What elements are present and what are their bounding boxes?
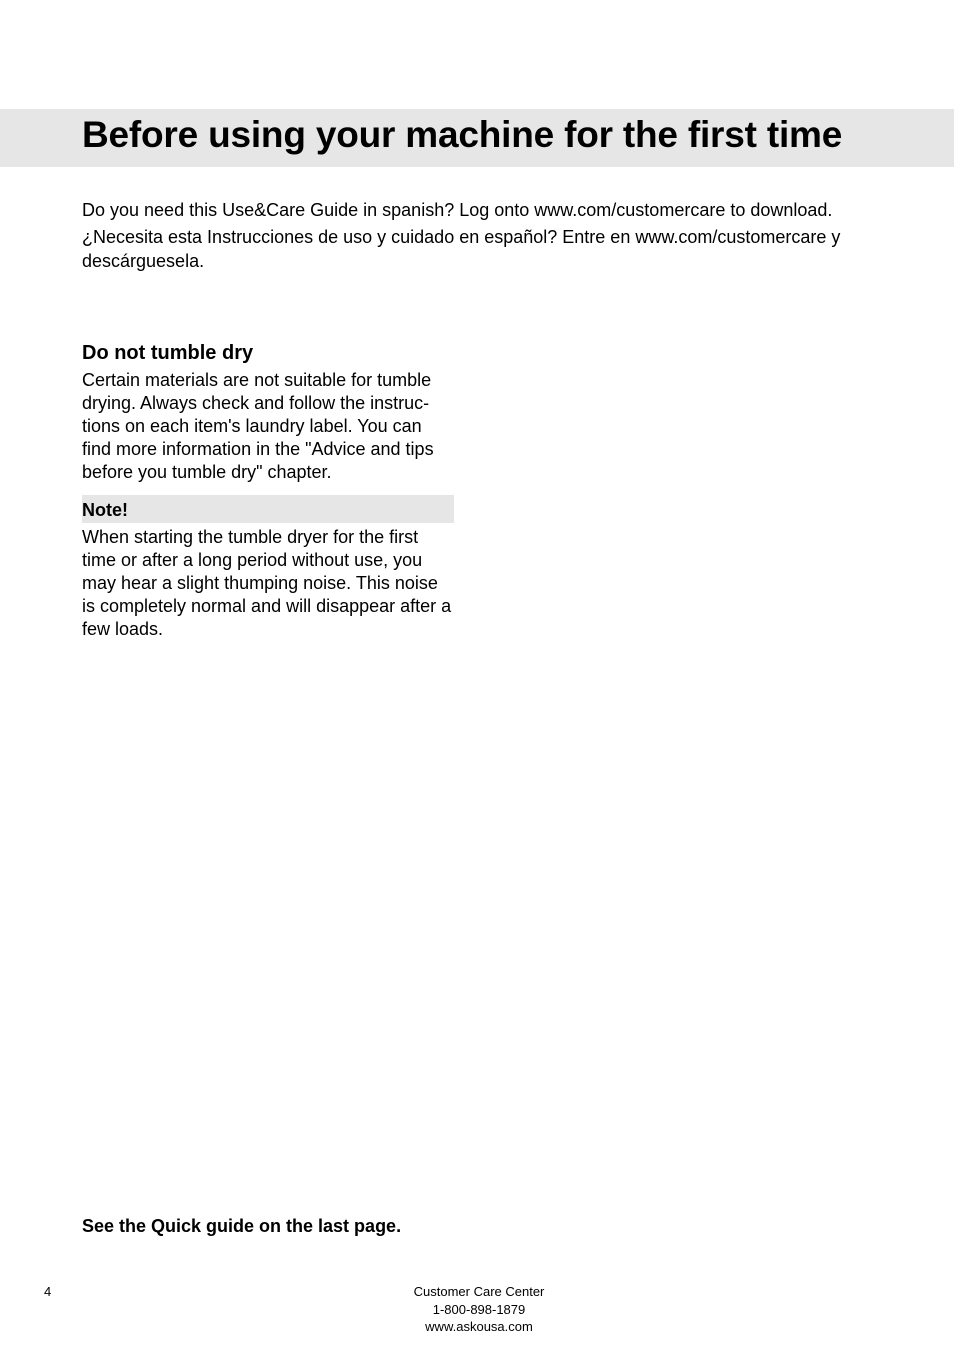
footer-contact xyxy=(379,1283,579,1336)
section-heading: Do not tumble dry xyxy=(82,342,254,364)
note-label: Note! xyxy=(82,495,454,523)
footer-website: www.askousa.com xyxy=(425,1319,533,1334)
intro-english: Do you need this Use&Care Guide in spanish? Log onto www.com/customercare to download. xyxy=(82,200,833,220)
quick-guide-reference: See the Quick guide on the last page. xyxy=(82,1216,402,1236)
page-title: Before using your machine for the first time xyxy=(82,114,843,155)
note-body: When starting the tumble dryer for the first time or after a long period without use, you may hear a slight thumping noise. This noise is completely normal and will disappear after a few loads. xyxy=(82,527,452,639)
do-not-tumble-dry-section xyxy=(82,340,454,641)
intro-spanish: ¿Necesita esta Instrucciones de uso y cuidado en español? Entre en www.com/customercare y descárguesela. xyxy=(82,227,841,271)
footer-contact-title: Customer Care Center xyxy=(413,1284,545,1299)
page-number: 4 xyxy=(44,1284,52,1299)
intro-block xyxy=(82,198,882,273)
footer-phone: 1-800-898-1879 xyxy=(432,1301,526,1317)
section-body: Certain materials are not suitable for tumble drying. Always check and follow the instruc-tions on each item's laundry label. You can find more information in the "Advice and tips before you tumble dry" chapter. xyxy=(82,370,434,482)
